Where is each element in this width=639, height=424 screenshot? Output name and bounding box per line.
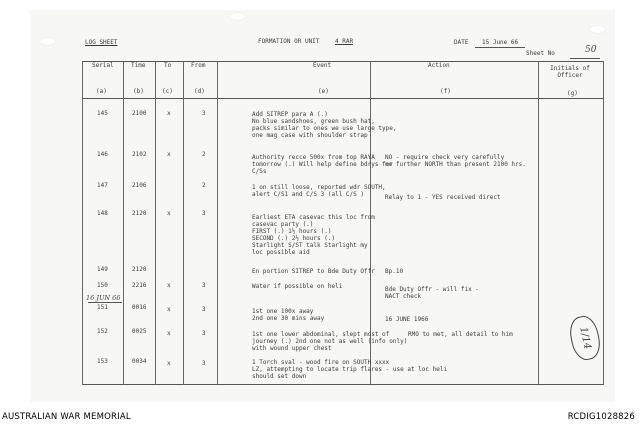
row-to: x xyxy=(167,210,171,217)
row-event-line: 1st one 100x away xyxy=(252,308,314,315)
formation-label: FORMATION OR UNIT xyxy=(258,38,320,45)
col-header-to: To xyxy=(164,62,172,69)
row-event-line: FIRST (.) 1½ hours (.) xyxy=(252,228,332,235)
log-sheet-page xyxy=(30,10,615,402)
date-underline xyxy=(475,47,525,48)
row-time: 2106 xyxy=(132,182,147,189)
col-letter-f: (f) xyxy=(440,88,451,95)
row-from: 2 xyxy=(202,151,206,158)
row-serial: 147 xyxy=(97,182,108,189)
row-to: x xyxy=(167,360,171,367)
row-action-line: NACT check xyxy=(385,293,422,300)
col-letter-d: (d) xyxy=(194,88,205,95)
row-event-line: 1st one lower abdominal, slept most of xyxy=(252,331,390,338)
row-event-line: casevac party (.) xyxy=(252,221,314,228)
sheet-number: 50 xyxy=(585,45,597,55)
officer-signature: 1/14 xyxy=(567,314,604,363)
row-event-line: Water if possible on heli xyxy=(252,283,343,290)
row-from: 3 xyxy=(202,282,206,289)
row-to: x xyxy=(167,330,171,337)
sheet-label: Sheet No xyxy=(526,50,555,57)
row-serial: 153 xyxy=(97,358,108,365)
col-letter-a: (a) xyxy=(96,88,107,95)
col-header-event: Event xyxy=(313,62,332,69)
row-event-line: 1 Torch sval - wood fire on SOUTH xxxx xyxy=(252,359,390,366)
row-to: x xyxy=(167,151,171,158)
row-action-line: no further NORTH than present 2100 hrs. xyxy=(385,161,526,168)
row-event-line: En portion SITREP to Bde Duty Offr xyxy=(252,268,375,275)
row-from: 3 xyxy=(202,306,206,313)
row-action-line: NO - require check very carefully xyxy=(385,154,505,161)
row-event-line: 2nd one 30 mins away xyxy=(252,315,325,322)
row-to: x xyxy=(167,110,171,117)
row-serial: 150 xyxy=(97,282,108,289)
row-event-line: tomorrow (.) Will help define bdrys for xyxy=(252,161,393,168)
row-serial: 152 xyxy=(97,328,108,335)
row-action-line: Bp.10 xyxy=(385,268,404,275)
log-sheet-title: LOG SHEET xyxy=(85,39,118,46)
row-serial: 151 xyxy=(97,304,108,311)
footer-credit: AUSTRALIAN WAR MEMORIAL xyxy=(2,412,131,422)
row-from: 2 xyxy=(202,182,206,189)
table-bottom-rule xyxy=(82,384,604,385)
col-letter-g: (g) xyxy=(567,90,578,97)
col-border-from xyxy=(217,61,218,385)
col-header-action: Action xyxy=(428,62,450,69)
col-header-from: From xyxy=(191,62,206,69)
row-to: x xyxy=(167,306,171,313)
row-event-line: Earliest ETA casevac this loc from xyxy=(252,214,375,221)
punch-hole-top-right xyxy=(590,26,605,33)
col-border-time xyxy=(155,61,156,385)
row-serial: 148 xyxy=(97,210,108,217)
row-from: 3 xyxy=(202,330,206,337)
row-event-line: No blue sandshoes, green bush hat, xyxy=(252,118,375,125)
row-time: 2120 xyxy=(132,266,147,273)
punch-hole-top-middle xyxy=(230,13,245,20)
date-label: DATE xyxy=(454,39,469,46)
row-event-line: loc possible aid xyxy=(252,249,310,256)
col-letter-b: (b) xyxy=(133,88,144,95)
col-letter-c: (c) xyxy=(162,88,173,95)
row-time: 0025 xyxy=(132,328,147,335)
row-event-line: C/Ss xyxy=(252,168,267,175)
date-value: 15 June 66 xyxy=(482,39,519,46)
row-serial: 149 xyxy=(97,266,108,273)
row-time: 0016 xyxy=(132,304,147,311)
row-from: 3 xyxy=(202,110,206,117)
col-header-serial: Serial xyxy=(92,62,114,69)
row-event-line: Starlight S/ST talk Starlight my xyxy=(252,242,368,249)
sheet-underline xyxy=(570,58,600,59)
row-action-line: 16 JUNE 1966 xyxy=(385,316,429,323)
col-header-time: Time xyxy=(131,62,146,69)
col-header-initials: Initials of Officer xyxy=(550,65,590,79)
row-event-line: 1 on still loose, reported wdr SOUTH, xyxy=(252,184,386,191)
row-serial: 145 xyxy=(97,110,108,117)
row-event-line: with wound upper chest xyxy=(252,345,332,352)
row-from: 3 xyxy=(202,210,206,217)
column-letter-rule xyxy=(82,98,604,99)
footer-reference-id: RCDIG1028826 xyxy=(567,412,635,422)
row-time: 2216 xyxy=(132,282,147,289)
row-to: x xyxy=(167,282,171,289)
punch-hole-top-left xyxy=(40,38,55,45)
handwritten-date-underline xyxy=(88,302,122,303)
handwritten-date: 16 JUN 66 xyxy=(86,294,121,302)
row-event-line: packs similar to ones we use large type, xyxy=(252,125,397,132)
table-top-rule xyxy=(82,61,604,62)
col-border-action xyxy=(538,61,539,385)
col-border-serial xyxy=(123,61,124,385)
row-time: 2100 xyxy=(132,110,147,117)
row-event-line: Add SITREP para A (.) xyxy=(252,111,328,118)
row-event-line: one mag case with shoulder strap xyxy=(252,132,368,139)
row-event-line: Authority recce 500x from top RAYA xyxy=(252,154,375,161)
unit-value: 4 RAR xyxy=(335,38,354,45)
row-event-line: journey (.) 2nd one not as well (info only) xyxy=(252,338,408,345)
row-serial: 146 xyxy=(97,151,108,158)
row-from: 3 xyxy=(202,360,206,367)
col-border-left xyxy=(82,61,83,385)
row-event-line: alert C/S1 and C/S 3 (all C/S ) xyxy=(252,191,364,198)
row-time: 0034 xyxy=(132,358,147,365)
row-action-line: Relay to 1 - YES received direct xyxy=(385,194,501,201)
col-border-right xyxy=(603,61,604,385)
row-event-line: SECOND (.) 2½ hours (.) xyxy=(252,235,336,242)
row-event-line: should set down xyxy=(252,373,307,380)
row-event-line: LZ, attempting to locate trip flares - use at loc heli xyxy=(252,366,448,373)
row-action-line: Bde Duty Offr - will fix - xyxy=(385,286,479,293)
row-time: 2102 xyxy=(132,151,147,158)
col-letter-e: (e) xyxy=(318,88,329,95)
row-action-line: RMO to met, all detail to him xyxy=(408,331,513,338)
col-border-to xyxy=(183,61,184,385)
row-time: 2120 xyxy=(132,210,147,217)
